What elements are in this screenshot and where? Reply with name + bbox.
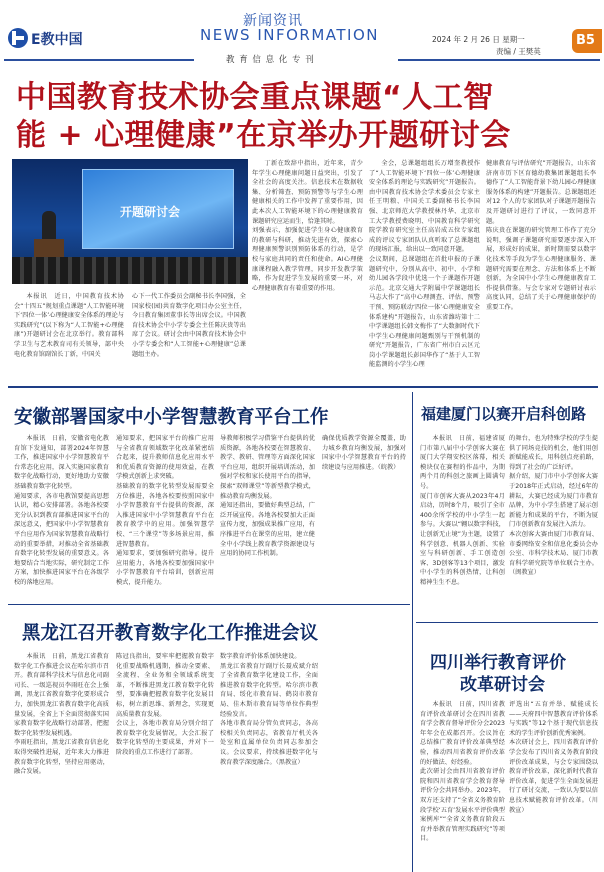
page-number-badge	[572, 29, 602, 53]
heilongjiang-col-1: 本报讯 日前，黑龙江省教育数字化工作推进会议在哈尔滨市召开。教育部科学技术与信息化司副司长、一级巡视员李雨旺在会上强调，黑龙江省教育数字化要形成合力，加快黑龙江省教育数字化高质量发展，全省上下全面贯彻落实国家教育数字化战略行动部署，把握数字化转型发展机遇。 李雨旺指出，黑龙江省教育信息化取得突破性进展，近年来大力推进教育数字化转型，坚持应用驱动，融合发展。	[14, 653, 109, 776]
lead-col-5: 健康教育与评估研究”开题报告，山东省济南市历下区育德幼教集团课题组长李德作了“人工智能背景下幼儿园心理健康服务体系的构建”开题报告。总课题组还对12 个人的专家团队对子课题开题报告及开题研讨进行了评议，一致同意开题。 陈庆贵在课题的研究管理工作作了充分说明，强调子课题研究需要逐步深入开展，形成好的成果，新时期需要以数字化技术等手段为学生心理健康服务、课题研究需要在理念、方法和体系上不断创新，为全国中小学生心理健康教育工作提供借鉴。与会专家对专题研讨表示高度认同，总结了关于心理健康保护的重要工作。	[486, 160, 596, 311]
header-rule-left	[4, 59, 194, 61]
section-title-cn: 新闻资讯	[243, 13, 303, 29]
lead-col-3: 丁新在致辞中指出，近年来，青少年学生心理健康问题日益突出，引发了全社会的高度关注。信息技术在数据收集、分析筛查、预防预警等与学生心理健康相关的工作中发挥了重要作用，因此本次人工智能环境下的心理健康教育课题研究应运而生，恰逢其时。 刘强表示，加强促进学生身心健康教育的教研与科研，推动先进有效，探索心理健康预警识别预防体系的行动，是学校与家庭共同的责任和使命。AI心理健康课程融入教学管理，同步开发教学策略，作为促进学生发展的重要一环，对心理健康教育有着重要的作用。	[252, 160, 363, 292]
lead-col-2: 心下一代工作委员会副秘书长李国强，全国家校(园)共育数字化项目办公室主任，今日教育集团董事长等出席会议。中国教育技术协会中小学专委会主任陈庆贵等出席了会议。研讨会由中国教育技术协会中小学专委会和“人工智能+心理健康”总课题组主办。	[132, 293, 246, 358]
editor: 责编 / 王樊英	[496, 47, 541, 56]
xiamen-title: 福建厦门以赛开启科创路	[421, 405, 587, 423]
anhui-col-3: 导教师积极学习借鉴平台提供的优质资源，各地各校要在智慧教育、教学、教研、管理等方面深化国家平台应用，组织开展培训活动，加强对学校和家长使用平台的指导，探索“双师课堂”等新型教学模式，推动教育均衡发展。 通知还指出，要做好典型总结，广泛开展宣传。各地各校要加大正面宣传力度，加强成果推广应用，有序推进平台在课堂的应用，建立健全中小学线上教育教学资源建设与应用的协同工作机制。	[220, 435, 315, 558]
heilongjiang-col-3: 数字教育评价体系加快建设。 黑龙江省教育厅副厅长聂成斌介绍了全省教育数字化建设工作，全面推进教育数字化转型。哈尔滨市教育局、绥化市教育局、鹤岗市教育局、佳木斯市教育局等单位作典型经验发言。 各地市教育局分管负责同志，各高校相关负责同志，省教育厅机关各处室和直属单位负责同志参加会议。会议要求，持续推进数字化与教育教学深度融合。（黑教宣）	[220, 653, 318, 766]
logo	[8, 28, 90, 50]
anhui-title: 安徽部署国家中小学智慧教育平台工作	[14, 407, 329, 428]
anhui-col-1: 本报讯 日前，安徽省电化教育馆下发通知，部署2024年智慧工作，推进国家中小学智慧教育平台常态化应用，深入实施国家教育数字化战略行动，更好地助力安徽基础教育数字化转型。 通知要求，各市电教馆要提高思想认识，精心安排部署。各地各校要充分认识到教育部推进国家平台的深远意义，把国家中小学智慧教育平台应用作为国家智慧教育战略行动的重要举措，对推动全省基础教育数字化转型发展的重要意义。各地要结合当地实际，研究制定工作方案，加快推进国家平台在各级学校的落地应用。	[14, 435, 109, 586]
lead-photo	[12, 159, 248, 284]
sichuan-col-1: 本报讯 日前，四川省教育评价改革研讨会在四川省教育学会教育督导评价分会2023年年会在成都召开。会议旨在总结推广教育评价改革典型经验，推动四川省教育评价改革的好做法、好经验。 此次研讨会由四川省教育评价院和四川省教育学会教育督导评价分会共同举办。2023年，双方还支持了“全省义务教育阶段学校‘五育’发展水平评价典型案例库”“全省义务教育阶段五育并举教育管理实践研究”等项目。	[420, 701, 505, 843]
logo-icon	[8, 28, 28, 48]
column-divider	[412, 392, 413, 872]
sichuan-title-line1: 四川举行教育评价	[430, 653, 566, 673]
heilongjiang-title: 黑龙江召开教育数字化工作推进会议	[22, 623, 319, 644]
anhui-col-4: 确保优质教学资源全覆盖，助力城乡教育均衡发展，加强对国家中小学智慧教育平台的持续建设与应用推进。（皖教）	[322, 435, 406, 471]
section-rule-3	[416, 622, 598, 623]
issue-date: 2024 年 2 月 26 日 星期一	[432, 35, 525, 44]
logo-text: E教中国	[31, 32, 83, 48]
section-rule-2	[8, 604, 410, 605]
audience-rows	[12, 257, 248, 284]
xiamen-col-1: 本报讯 日前，福建省厦门市第八届中小学创客大赛在厦门大学翔安校区落幕，相关模块仅在赛程的作品中，为期两个月的科创之旅画上圆满句号。 厦门市创客大赛从2023年4月启动，历时8个月，吸引了全市400余所学校的中小学生一起参与。大赛以“翱以数字科技，让创新无止境”为主题，设置了科学创意、机器人创新、实验室与科研创新、手工创造创客、3D创客等13个项目，激发中小学生的科创热情，让科创精神生生不息。	[420, 435, 505, 586]
xiamen-col-2: 的舞台，也为特殊学校的学生提供了同场竞技的机会，他们用创新赋能成长，用科创点亮前路，得到了社会的广泛好评。 据介绍，厦门市中小学创客大赛于2018年正式启动，经过6年的耕耘，大赛已经成为厦门市教育品牌，为中小学生搭建了展示创新能力和成果的平台，不断为厦门市创新教育发展注入活力。 本次创客大赛由厦门市教育局、市委网络安全和信息化委员会办公室、市科学技术局、厦门市教育科学研究院等单位联合主办。（闽教宣）	[509, 435, 598, 577]
screen-caption: 开题研讨会	[120, 205, 181, 219]
anhui-col-2: 通知要求，把国家平台的推广应用与全省教育领域数字化改革紧密结合起来，提升教师信息化应用水平和优质教育资源的使用效益，在教学模式创新上求突破。 基础教育的数字化转型发展需要全方位推进，各地各校要按照国家中小学智慧教育平台提供的资源，深入推进国家中小学智慧教育平台在教育教学中的应用。加强智慧学校、“三个课堂”等多场景应用，推进智慧教育。 通知要求，要加强研究指导。提升应用能力，各地各校要加强国家中小学智慧教育平台培训，创新应用模式，提升能力。	[116, 435, 214, 586]
section-rule-1	[8, 386, 598, 388]
header-rule-right	[398, 59, 600, 61]
tagline: 教 育 信 息 化 专 刊	[226, 55, 315, 65]
lead-col-1: 本报讯 近日，中国教育技术协会“十四五”规划重点课题“人工智能环境下‘四位一体’心理健康安全体系的理论与实践研究”(以下称为“人工智能+心理健康”)开题研讨会在北京举行。教育部科学卫生与艺术教育司有关领导，部中央电化教育馆副馆长丁新，中国关	[14, 293, 124, 358]
lead-title-line2: 能 + 心理健康”在京举办开题研讨会	[16, 118, 511, 153]
heilongjiang-col-2: 陈冠良指出，要牢牢把握教育数字化重要战略机遇期，推动全要素、全流程、全业务和全领域系统变革，不断推进黑龙江教育数字化转型，要准确把握教育数字化发展目标，树立新思维、新理念，实现更高质量教育发展。 会议上，各地市教育局分别介绍了教育数字化发展情况，大会汇报了数字化转型的主要成果，并对下一阶段的重点工作进行了部署。	[116, 653, 214, 756]
sichuan-title-line2: 改革研讨会	[460, 675, 545, 695]
section-title-en: NEWS INFORMATION	[200, 26, 379, 44]
lead-title-line1: 中国教育技术协会重点课题“人工智	[16, 80, 494, 115]
sichuan-col-2: 评选出“五育并举、赋能成长——天府四中智慧教育评价体系与实践”等12个基于现代信息技术的学生评价创新优秀案例。 本次研讨会上，四川省教育评价学会发布了四川省义务教育阶段评价改革成果，与会专家围绕以教育评价改革，深化新时代教育评价改革，促进学生全面发展进行了研讨交流，一致认为要以信息技术赋能教育评价改革。（川教宣）	[509, 701, 598, 814]
lead-col-4: 全会，总课题组组长万增奎教授作了“人工智能环境下‘四位一体’心理健康安全体系的理论与实践研究”开题报告。由中国教育技术协会学术委员会专家主任王明粮、中国关工委副秘书长李国强、北京师范大学教授林丹华、北京市工大学教授费晓明、中国教育科学研究院学教育研究室主任高岩成五位专家组成的评议专家团队认真听取了总课题组的现场汇报，给出以一致同意开题。 会议期间，总课题组在首批申报的子课题研究中，分别从高中、初中、小学和幼儿园各学段中优选一个子课题作开题示范。北京交通大学附属中学课题组长马志大作了“高中心理测查、评估、预警干预、预防联动‘四位一体’心理健康安全体系建构”开题报告，山东省潍坊第十二中学课题组长韩文梅作了“大数据时代下中学生心理健康问题甄别与干预机制的研究”开题报告，广东省广州市白云区元岗小学课题组长彭国华作了“基于人工智能监测的小学生心理	[369, 160, 480, 369]
page-number: B5	[576, 33, 595, 48]
